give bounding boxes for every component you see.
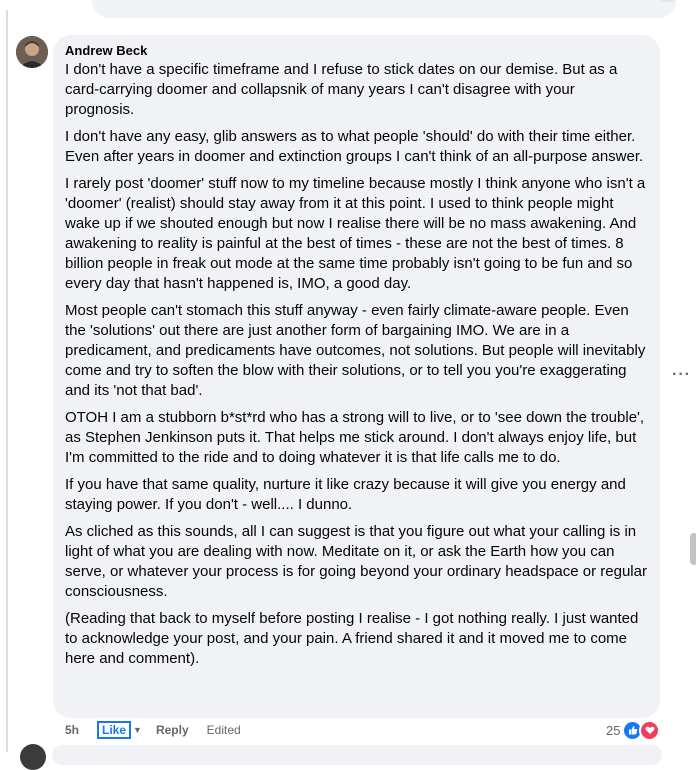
- comment-paragraph: I don't have a specific timeframe and I refuse to stick dates on our demise. But as a card-carrying doomer and collapsnik of many years I can't disagree with your prognosis.: [65, 61, 618, 118]
- reaction-count: 25: [606, 722, 621, 738]
- comment-paragraph: I don't have any easy, glib answers as to what people 'should' do with their time either. Even after years in doomer and extinction groups I can't think of an all-purpose answer.: [65, 128, 644, 165]
- avatar[interactable]: [16, 36, 48, 68]
- comment-paragraph: (Reading that back to myself before posting I realise - I got nothing really. I just wanted to acknowledge your post, and your pain. A friend shared it and it moved me to come here and comment).: [65, 610, 639, 667]
- comment-actions: [65, 720, 259, 740]
- comment-paragraph: OTOH I am a stubborn b*st*rd who has a strong will to live, or to 'see down the trouble', as Stephen Jenkinson puts it. That helps me stick around. I don't always enjoy life, but I'm committed to the ride and to doing whatever it is that life calls me to do.: [65, 409, 645, 466]
- comment-paragraph: I rarely post 'doomer' stuff now to my timeline because mostly I think anyone who isn't a 'doomer' (realist) should stay away from it at this point. I used to think people might wake up if we shouted enough but now I realise there will be no mass awakening. And awakening to reality is painful at the best of times - these are not the best of times. 8 billion people in freak out mode at the same time probably isn't going to be fun and so every day that hasn't happened is, IMO, a good day.: [65, 175, 646, 292]
- reaction-summary[interactable]: [606, 720, 660, 740]
- like-button[interactable]: [97, 721, 142, 739]
- reply-button[interactable]: Reply: [155, 723, 189, 737]
- comment-bubble: [53, 35, 660, 718]
- comment-paragraph: If you have that same quality, nurture it like crazy because it will give you energy and staying power. If you don't - well.... I dunno.: [65, 476, 626, 513]
- comment-author[interactable]: Andrew Beck: [65, 43, 148, 58]
- more-options-icon[interactable]: ···: [672, 366, 691, 383]
- comment-time[interactable]: 5h: [65, 723, 80, 737]
- previous-comment-bubble: [92, 0, 676, 18]
- next-comment-avatar[interactable]: [20, 744, 46, 770]
- next-comment-bubble: [52, 745, 662, 765]
- love-reaction-icon: [639, 720, 660, 741]
- comment-paragraph: Most people can't stomach this stuff anyway - even fairly climate-aware people. Even the 'solutions' out there are just another form of bargaining IMO. We are in a predicament, and predicaments have outcomes, not solutions. But people will inevitably come and try to soften the blow with their solutions, or to tell you you're exaggerating and its 'not that bad'.: [65, 302, 646, 399]
- like-label[interactable]: Like: [97, 721, 131, 739]
- edited-label[interactable]: Edited: [206, 723, 241, 737]
- scrollbar-thumb[interactable]: [690, 533, 696, 565]
- thread-line: [6, 10, 8, 752]
- comment-paragraph: As cliched as this sounds, all I can suggest is that you figure out what your calling is in light of what you are dealing with now. Meditate on it, or ask the Earth how you can serve, or whatever your process is for going beyond your ordinary headspace or regular consciousness.: [65, 523, 647, 600]
- like-caret-icon[interactable]: ▼: [133, 725, 142, 735]
